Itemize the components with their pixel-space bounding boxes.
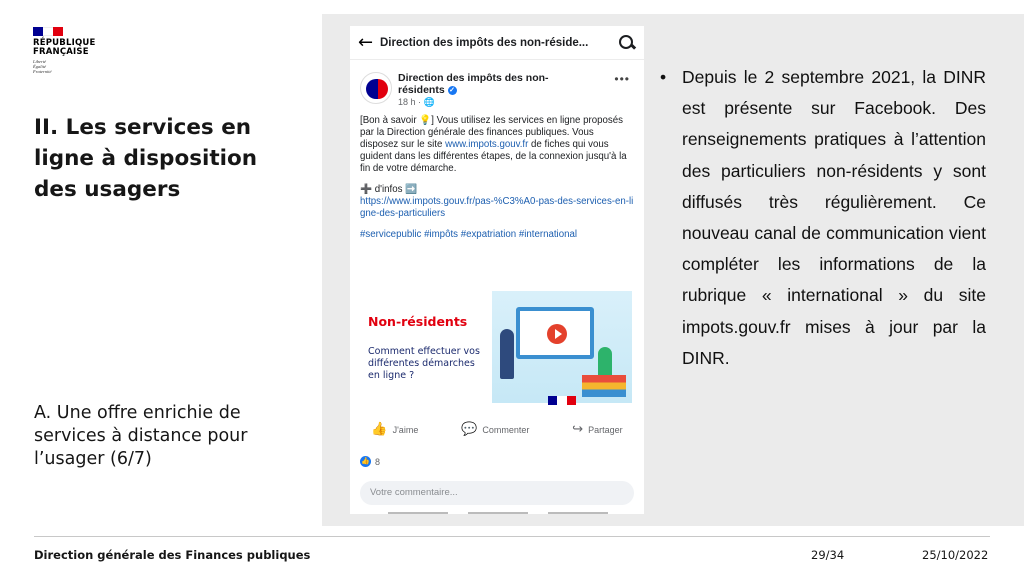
post-text-3: de fiches qui vous guident dans les différentes étapes, de la connexion jusqu'à la fin de votre démarche. — [360, 139, 627, 174]
slide-subtitle: A. Une offre enrichie de services à distance pour l’usager (6/7) — [34, 403, 248, 469]
footer-date: 25/10/2022 — [922, 548, 989, 562]
post-header — [350, 60, 644, 108]
comment-input[interactable]: Votre commentaire... — [360, 481, 634, 505]
back-arrow-icon[interactable]: ← — [358, 32, 374, 53]
comment-icon: 💬 — [461, 422, 478, 437]
image-flag-icon — [548, 396, 576, 405]
post-actions — [350, 422, 644, 437]
play-icon — [547, 324, 567, 344]
globe-icon: 🌐 — [423, 97, 435, 107]
facebook-post-screenshot — [350, 26, 644, 514]
post-time-text: 18 h · — [398, 97, 424, 107]
bullet-point — [660, 62, 986, 374]
search-icon[interactable] — [618, 34, 636, 52]
post-author[interactable] — [398, 72, 558, 96]
infos-label: ➕ d'infos ➡️ — [360, 184, 418, 195]
footer-org: Direction générale des Finances publiques — [34, 548, 311, 562]
logo-motto — [33, 59, 113, 74]
comment-button[interactable] — [461, 422, 529, 437]
footer-divider — [34, 536, 990, 537]
post-author-name: Direction des impôts des non-résidents — [398, 72, 549, 96]
footer-page-number: 29/34 — [811, 548, 845, 562]
post-text-2: ] Vous utilisez les services en ligne proposés par la Direction générale des finances publiques. Vous disposez sur le site — [360, 115, 623, 150]
logo-line-2: FRANÇAISE — [33, 47, 89, 57]
nav-bar — [388, 512, 608, 514]
post-text-1: [Bon à savoir — [360, 115, 420, 126]
motto-egalite: Égalité — [33, 64, 46, 69]
phone-header-title: Direction des impôts des non-réside... — [380, 36, 589, 49]
motto-liberte: Liberté — [33, 59, 46, 64]
site-link[interactable]: www.impots.gouv.fr — [445, 139, 529, 150]
illustration — [492, 291, 632, 403]
post-time — [398, 97, 558, 108]
like-badge-icon: 👍 — [361, 458, 370, 465]
likes-count[interactable] — [360, 456, 380, 467]
french-flag-icon — [33, 27, 63, 36]
image-title: Non-résidents — [368, 314, 468, 329]
post-hashtags[interactable]: #servicepublic #impôts #expatriation #international — [360, 229, 578, 240]
likes-number: 8 — [375, 456, 381, 467]
phone-header — [350, 26, 644, 60]
infos-link[interactable]: https://www.impots.gouv.fr/pas-%C3%A0-pas-des-services-en-ligne-des-particuliers — [360, 196, 634, 219]
like-label: J'aime — [392, 424, 419, 435]
share-label: Partager — [588, 424, 623, 435]
like-button[interactable] — [371, 422, 418, 437]
more-options-icon[interactable]: ••• — [614, 72, 630, 86]
page-avatar[interactable] — [360, 72, 392, 104]
republique-francaise-logo — [33, 27, 113, 74]
thumbs-up-icon: 👍 — [371, 422, 388, 437]
post-image[interactable] — [358, 288, 636, 412]
bullet-icon: • — [660, 67, 667, 87]
post-body — [350, 108, 644, 241]
bulb-icon: 💡 — [419, 115, 432, 126]
bullet-text: Depuis le 2 septembre 2021, la DINR est présente sur Facebook. Des renseignements pratiques à l’attention des particuliers non-résidents y sont diffusés très régulièrement. Ce nouveau canal de communication vient compléter les informations de la rubrique « international » du site impots.gouv.fr mises à jour par la DINR. — [682, 67, 986, 368]
image-text: Comment effectuer vos différentes démarches en ligne ? — [368, 346, 480, 381]
slide-title: II. Les services en ligne à disposition des usagers — [34, 115, 258, 202]
share-button[interactable] — [572, 422, 622, 437]
comment-label: Commenter — [482, 424, 530, 435]
logo-line-1: RÉPUBLIQUE — [33, 38, 96, 48]
motto-fraternite: Fraternité — [33, 69, 52, 74]
share-icon: ↪ — [572, 422, 584, 437]
verified-badge-icon: ✓ — [449, 86, 456, 94]
